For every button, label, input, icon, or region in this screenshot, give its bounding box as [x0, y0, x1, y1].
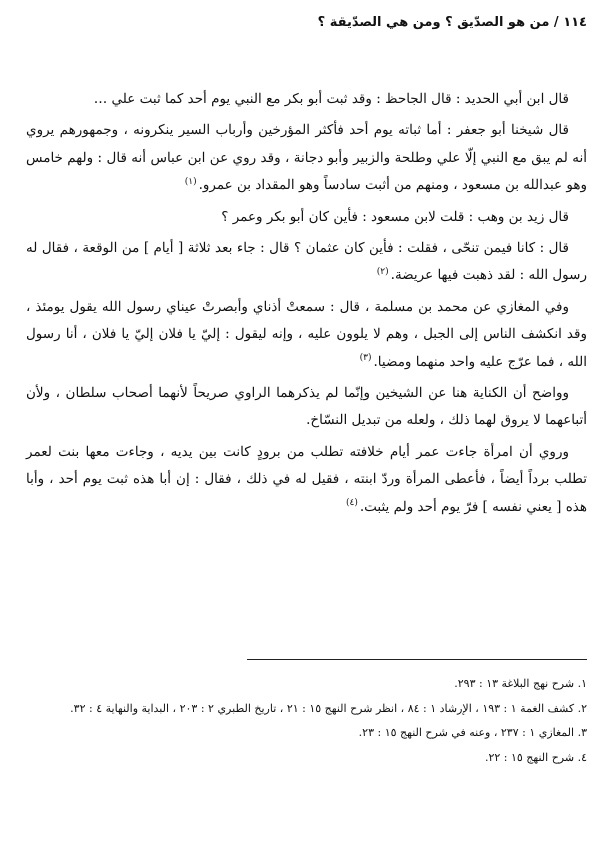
running-header: ١١٤ / من هو الصدّيق ؟ ومن هي الصدّيقة ؟ [317, 15, 587, 30]
footnote-4: ٤. شرح النهج ١٥ : ٢٢. [484, 750, 587, 764]
paragraph [26, 294, 587, 376]
paragraph [26, 204, 587, 231]
footnote-3: ٣. المغازي ١ : ٢٣٧ ، وعنه في شرح النهج ١٥ : ٢٣. [358, 726, 587, 739]
paragraph-text: وروي أن امرأة جاءت عمر أيام خلافته تطلب من برودٍ كانت بين يديه ، وجاءت معها بنت لعمر تطلب برداً أيضاً ، فأعطى المرأة وردّ ابنته ، فقيل له في ذلك ، فقال : إن أبا هذه ثبت يوم أحد ، وأبا هذه [ يعني نفسه ] فرّ يوم أحد ولم يثبت. [26, 443, 587, 515]
footnote-divider [247, 659, 587, 660]
paragraph-text: قال شيخنا أبو جعفر : أما ثباته يوم أحد فأكثر المؤرخين وأرباب السير ينكرونه ، وجمهورهم يروي أنه لم يبق مع النبي إلّا علي وطلحة والزبير وأبو دجانة ، وقد روي عن ابن عباس أنه قال : ولهم خامس وهو عبدالله بن مسعود ، ومنهم من أثبت سادساً وهو المقداد بن عمرو. [26, 122, 587, 194]
paragraph [26, 86, 587, 113]
paragraph-text: قال ابن أبي الحديد : قال الجاحظ : وقد ثبت أبو بكر مع النبي يوم أحد كما ثبت علي … [93, 91, 569, 107]
paragraph-text: قال زيد بن وهب : قلت لابن مسعود : فأين كان أبو بكر وعمر ؟ [221, 208, 569, 225]
paragraph-text: وفي المغازي عن محمد بن مسلمة ، قال : سمعتْ أذناي وأبصرتْ عيناي رسول الله يقول يومئذ ، وقد انكشف الناس إلى الجبل ، وهم لا يلوون عليه ، وإنه ليقول : إليّ يا فلان إليّ يا فلان ، أنا رسول الله ، فما عرّج عليه واحد منهما ومضيا. [26, 298, 587, 370]
body-text [26, 86, 587, 525]
paragraph [26, 235, 587, 290]
footnote-ref[interactable]: (٤) [345, 498, 358, 509]
paragraph [26, 439, 587, 521]
paragraph-text: قال : كانا فيمن تنحّى ، فقلت : فأين كان عثمان ؟ قال : جاء بعد ثلاثة [ أيام ] من الوقعة ، فقال له رسول الله : لقد ذهبت فيها عريضة. [26, 240, 587, 284]
footnote-ref[interactable]: (٣) [359, 353, 372, 364]
footnote-ref[interactable]: (١) [184, 176, 197, 187]
paragraph [26, 380, 587, 435]
footnote-ref[interactable]: (٢) [376, 266, 389, 277]
footnote-1: ١. شرح نهج البلاغة ١٣ : ٢٩٣. [454, 677, 587, 690]
paragraph-text: وواضح أن الكناية هنا عن الشيخين وإنّما لم يذكرهما الراوي صريحاً لأنهما أصحاب سلطان ، ولأن أتباعهما لا يروق لهما ذلك ، ولعله من تبديل النسّاخ. [26, 385, 587, 429]
footnote-2: ٢. كشف الغمة ١ : ١٩٣ ، الإرشاد ١ : ٨٤ ، انظر شرح النهج ١٥ : ٢١ ، تاريخ الطبري ٢ : ٢٠٣ ، البداية والنهاية ٤ : ٣٢. [70, 701, 587, 715]
paragraph [26, 117, 587, 199]
footnotes [26, 674, 587, 772]
